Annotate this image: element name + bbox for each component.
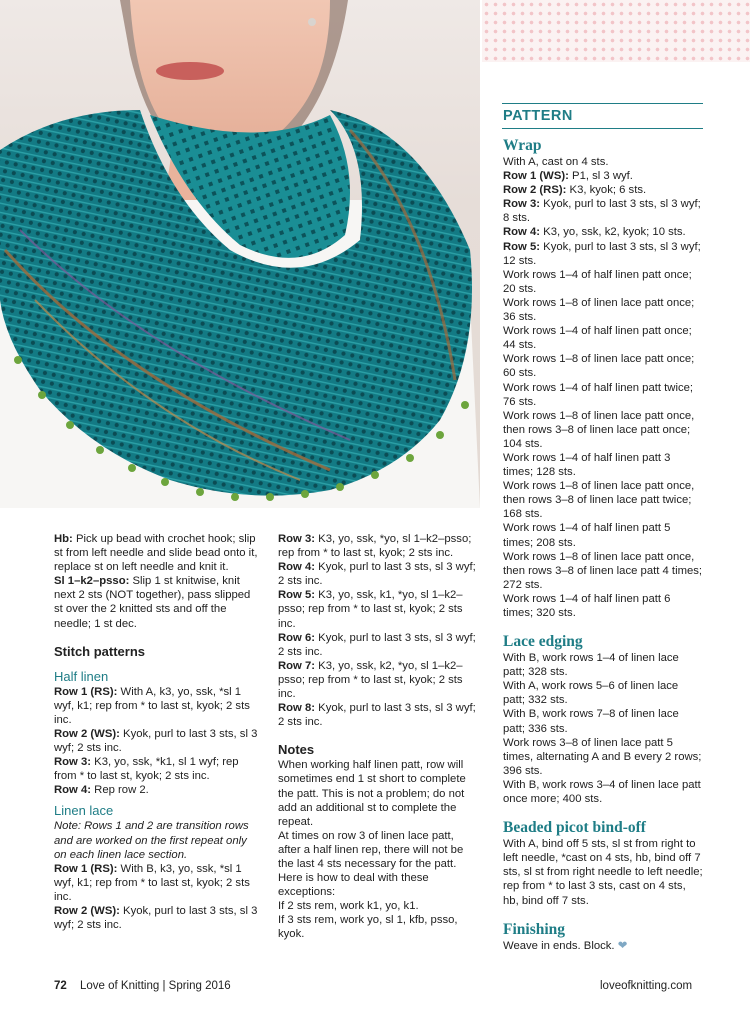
wrap-step: Work rows 1–4 of half linen patt 5 times; 208 sts. bbox=[503, 522, 671, 549]
hl-row4-text: Rep row 2. bbox=[91, 784, 149, 797]
notes-heading: Notes bbox=[278, 742, 315, 758]
wrap-row2-text: K3, kyok; 6 sts. bbox=[566, 184, 647, 197]
notes-paragraph-4: If 3 sts rem, work yo, sl 1, kfb, psso, kyok. bbox=[278, 914, 458, 941]
ll-row2-label: Row 2 (WS): bbox=[54, 904, 120, 917]
hl-row4-label: Row 4: bbox=[54, 784, 92, 797]
wrap-row3-label: Row 3: bbox=[503, 198, 541, 211]
wrap-step: Work rows 1–8 of linen lace patt once, then rows 3–8 of linen lace patt 4 times; 272 sts. bbox=[503, 550, 703, 591]
magazine-name: Love of Knitting bbox=[80, 980, 160, 992]
ll-row6-label: Row 6: bbox=[278, 631, 316, 644]
linen-lace-heading: Linen lace bbox=[54, 803, 114, 819]
bind-off-heading: Beaded picot bind-off bbox=[503, 819, 646, 837]
hl-row1-text: With A, k3, yo, ssk, *sl 1 wyf, k1; rep from * to last st, kyok; 2 sts inc. bbox=[54, 685, 250, 726]
half-linen-heading: Half linen bbox=[54, 668, 109, 684]
sl-text: Slip 1 st knitwise, knit next 2 sts (NOT together), pass slipped st over the 2 knitted sts and off the needle; 1 st dec. bbox=[54, 575, 251, 630]
sl-label: Sl 1–k2–psso: bbox=[54, 575, 130, 588]
hb-label: Hb: bbox=[54, 533, 73, 545]
wrap-step: Work rows 1–8 of linen lace patt once; 60 sts. bbox=[503, 353, 695, 380]
ll-row5-text: K3, yo, ssk, k1, *yo, sl 1–k2–psso; rep from * to last st, kyok; 2 sts inc. bbox=[278, 589, 463, 630]
wrap-step: Work rows 1–8 of linen lace patt once, then rows 3–8 of linen lace patt once; 104 sts. bbox=[503, 409, 695, 450]
ll-row3-text: K3, yo, ssk, *yo, sl 1–k2–psso; rep from * to last st, kyok; 2 sts inc. bbox=[278, 533, 472, 560]
finishing-text: Weave in ends. Block. bbox=[503, 939, 618, 952]
wrap-row4-label: Row 4: bbox=[503, 226, 541, 239]
heart-icon: ❤ bbox=[617, 939, 628, 952]
ll-row1-label: Row 1 (RS): bbox=[54, 862, 118, 875]
finishing-heading: Finishing bbox=[503, 920, 566, 938]
issue-date: | Spring 2016 bbox=[159, 980, 231, 992]
stitch-patterns-heading: Stitch patterns bbox=[54, 643, 146, 659]
right-column bbox=[503, 136, 703, 953]
wrap-step: Work rows 1–8 of linen lace patt once, then rows 3–8 of linen lace patt twice; 168 sts. bbox=[503, 480, 695, 521]
lace-step: With A, work rows 5–6 of linen lace patt; 332 sts. bbox=[503, 680, 679, 707]
wrap-step: Work rows 1–8 of linen lace patt once; 36 sts. bbox=[503, 296, 695, 324]
ll-row2-text: Kyok, purl to last 3 sts, sl 3 wyf; 2 sts inc. bbox=[54, 904, 258, 932]
dotted-background-pattern bbox=[482, 0, 750, 62]
page-number: 72 bbox=[54, 980, 67, 992]
hl-row3-label: Row 3: bbox=[54, 756, 92, 769]
wrap-heading: Wrap bbox=[503, 137, 542, 154]
ll-row5-label: Row 5: bbox=[278, 589, 316, 602]
pattern-title: PATTERN bbox=[502, 103, 703, 129]
notes-paragraph-2: At times on row 3 of linen lace patt, after a half linen rep, there will not be the last 4 sts necessary for the patt. Here is how to deal with these exceptions: bbox=[278, 829, 464, 899]
footer-left bbox=[54, 980, 231, 992]
ll-row7-text: K3, yo, ssk, k2, *yo, sl 1–k2–psso; rep from * to last st, kyok; 2 sts inc. bbox=[278, 659, 463, 701]
wrap-row5-text: Kyok, purl to last 3 sts, sl 3 wyf; 12 sts. bbox=[503, 240, 701, 267]
wrap-step: Work rows 1–4 of half linen patt twice; 76 sts. bbox=[503, 381, 694, 408]
ll-row6-text: Kyok, purl to last 3 sts, sl 3 wyf; 2 sts inc. bbox=[278, 631, 476, 658]
wrap-step: Work rows 1–4 of half linen patt once; 44 sts. bbox=[503, 325, 692, 352]
ll-row7-label: Row 7: bbox=[278, 659, 316, 672]
ll-row8-text: Kyok, purl to last 3 sts, sl 3 wyf; 2 sts inc. bbox=[278, 702, 476, 729]
wrap-cast-on: With A, cast on 4 sts. bbox=[503, 156, 609, 168]
ll-row3-label: Row 3: bbox=[278, 533, 316, 545]
lace-edging-heading: Lace edging bbox=[503, 633, 583, 651]
hl-row2-label: Row 2 (WS): bbox=[54, 727, 120, 740]
ll-row8-label: Row 8: bbox=[278, 702, 316, 715]
hb-text: Pick up bead with crochet hook; slip st from left needle and slide bead onto it, replace st on left needle and knit it. bbox=[54, 533, 258, 574]
website-url: loveofknitting.com bbox=[600, 980, 693, 992]
ll-row4-text: Kyok, purl to last 3 sts, sl 3 wyf; 2 sts inc. bbox=[278, 561, 476, 588]
left-column bbox=[54, 532, 262, 932]
wrap-step: Work rows 1–4 of half linen patt 6 times; 320 sts. bbox=[503, 592, 671, 619]
ll-row4-label: Row 4: bbox=[278, 561, 316, 574]
hl-row2-text: Kyok, purl to last 3 sts, sl 3 wyf; 2 sts inc. bbox=[54, 727, 258, 755]
photo-illustration bbox=[0, 0, 480, 508]
lace-step: With B, work rows 3–4 of linen lace patt once more; 400 sts. bbox=[503, 778, 701, 806]
lace-step: Work rows 3–8 of linen lace patt 5 times, alternating A and B every 2 rows; 396 sts. bbox=[503, 736, 702, 777]
wrap-step: Work rows 1–4 of half linen patt once; 20 sts. bbox=[503, 268, 692, 295]
ll-row1-text: With B, k3, yo, ssk, *sl 1 wyf, k1; rep from * to last st, kyok; 2 sts inc. bbox=[54, 862, 250, 903]
shawl-photo bbox=[0, 0, 480, 508]
wrap-row1-text: P1, sl 3 wyf. bbox=[568, 170, 633, 183]
middle-column bbox=[278, 532, 478, 942]
notes-paragraph-1: When working half linen patt, row will sometimes end 1 st short to complete the patt. This is not a problem; do not add an additional st to complete the repeat. bbox=[278, 759, 466, 828]
wrap-row1-label: Row 1 (WS): bbox=[503, 170, 569, 183]
lace-step: With B, work rows 7–8 of linen lace patt; 336 sts. bbox=[503, 708, 679, 735]
wrap-row3-text: Kyok, purl to last 3 sts, sl 3 wyf; 8 sts. bbox=[503, 198, 701, 225]
wrap-row4-text: K3, yo, ssk, k2, kyok; 10 sts. bbox=[540, 226, 686, 239]
linen-lace-note: Note: Rows 1 and 2 are transition rows and are worked on the first repeat only on each linen lace section. bbox=[54, 820, 249, 861]
wrap-row2-label: Row 2 (RS): bbox=[503, 184, 567, 197]
hl-row3-text: K3, yo, ssk, *k1, sl 1 wyf; rep from * to last st, kyok; 2 sts inc. bbox=[54, 756, 239, 783]
lace-step: With B, work rows 1–4 of linen lace patt; 328 sts. bbox=[503, 652, 679, 679]
wrap-step: Work rows 1–4 of half linen patt 3 times; 128 sts. bbox=[503, 451, 671, 479]
notes-paragraph-3: If 2 sts rem, work k1, yo, k1. bbox=[278, 900, 419, 913]
wrap-row5-label: Row 5: bbox=[503, 240, 541, 253]
hl-row1-label: Row 1 (RS): bbox=[54, 685, 118, 698]
bind-off-text: With A, bind off 5 sts, sl st from right to left needle, *cast on 4 sts, hb, bind off 7 sts, sl st from right needle to left needle; rep from * to last 3 sts, cast on 4 sts, hb, bind off 7 sts. bbox=[503, 838, 703, 907]
